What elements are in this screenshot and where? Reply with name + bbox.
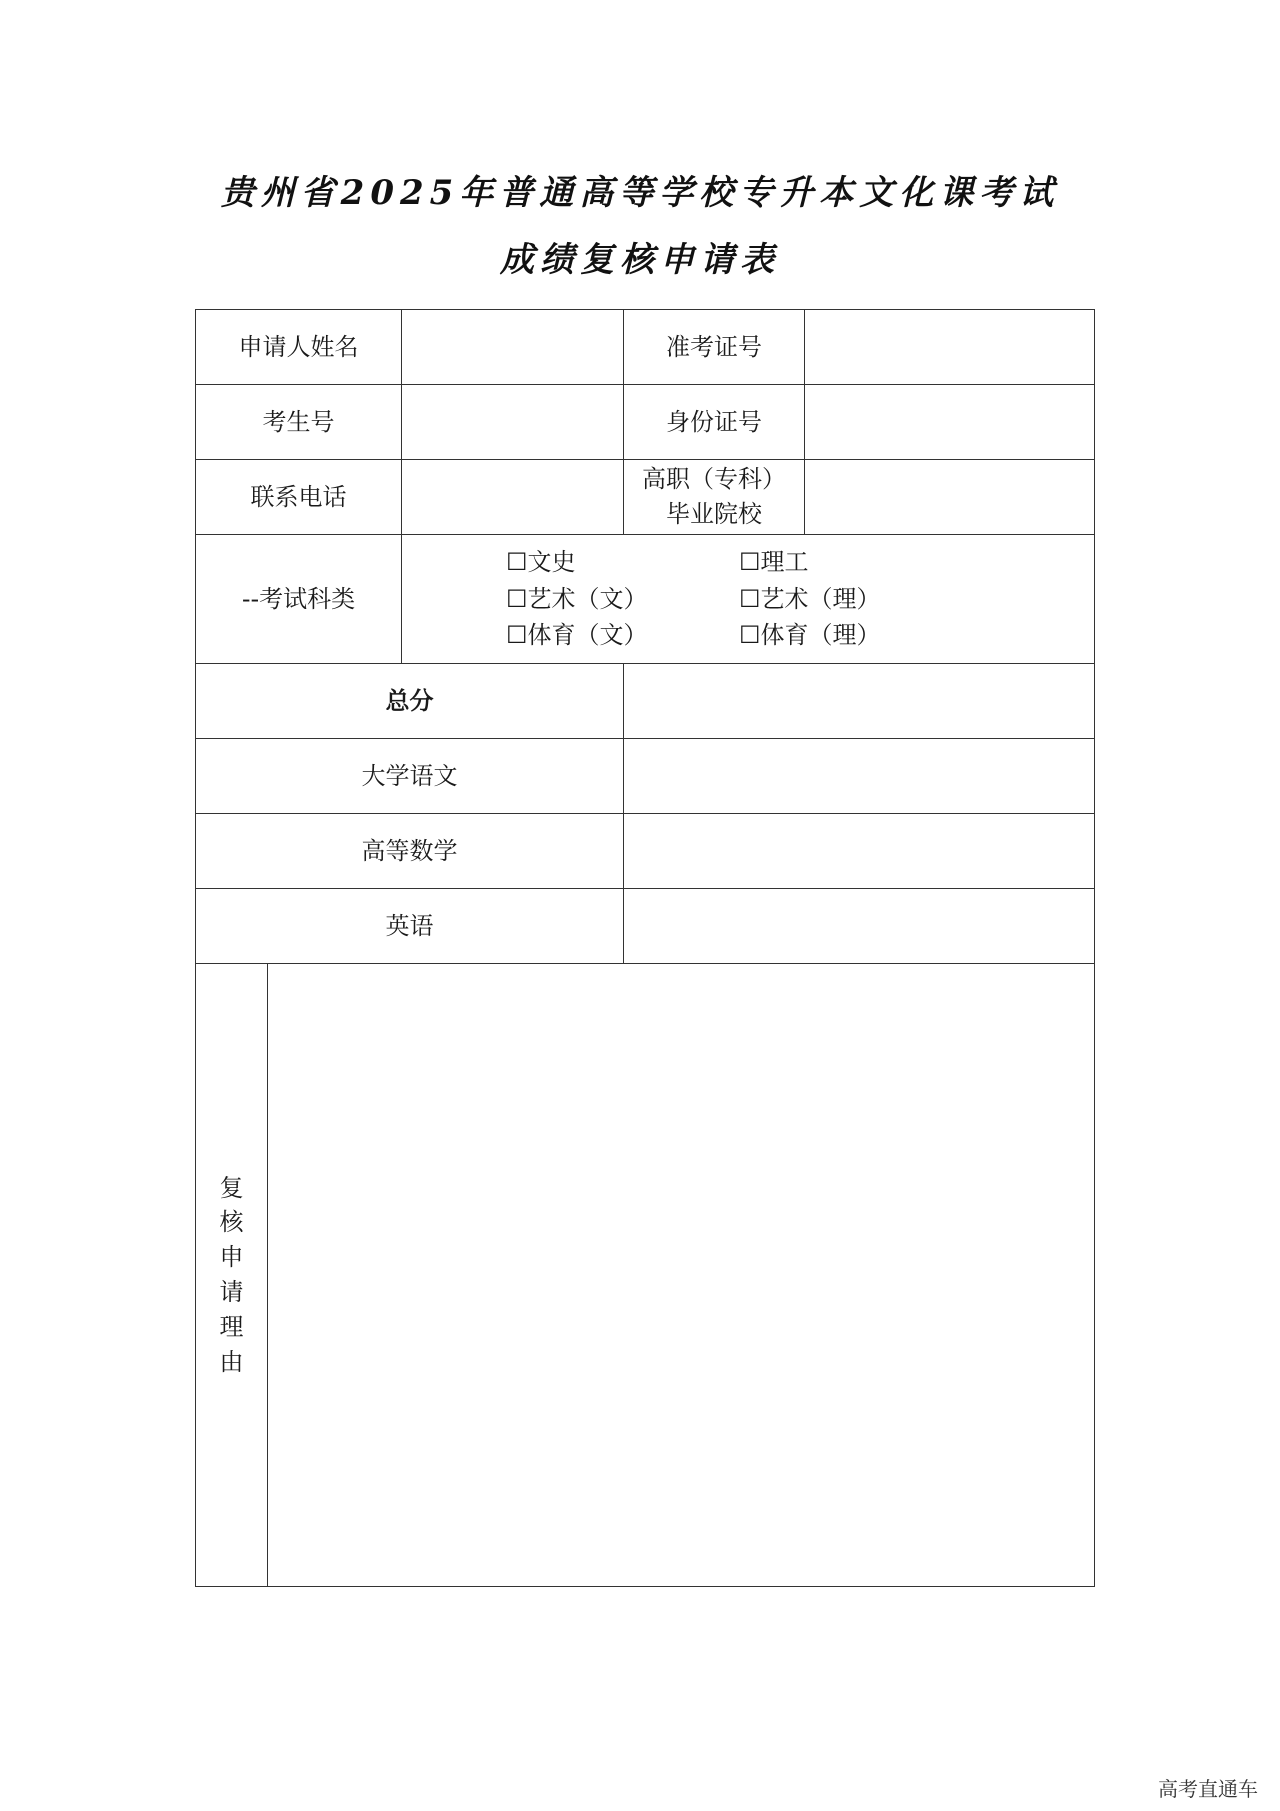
table-row — [196, 385, 1095, 460]
table-row — [196, 739, 1095, 814]
math-score-label: 高等数学 — [196, 814, 624, 889]
category-checkbox-wenshi[interactable]: ☐文史 — [506, 547, 576, 576]
review-reason-char: 核 — [219, 1208, 244, 1237]
graduation-school-label — [624, 460, 805, 535]
table-row — [196, 814, 1095, 889]
review-reason-char: 复 — [219, 1173, 244, 1202]
category-checkbox-art-arts[interactable]: ☐艺术（文） — [506, 584, 648, 613]
english-score-field[interactable] — [624, 889, 1095, 964]
review-reason-char: 请 — [219, 1278, 244, 1306]
id-number-field[interactable] — [805, 385, 1095, 460]
english-score-label: 英语 — [196, 889, 624, 964]
applicant-name-field[interactable] — [402, 310, 624, 385]
table-row — [196, 889, 1095, 964]
review-reason-char: 申 — [219, 1243, 244, 1272]
id-number-label: 身份证号 — [624, 385, 805, 460]
table-row — [196, 664, 1095, 739]
review-reason-field[interactable] — [268, 964, 1095, 1587]
applicant-name-label: 申请人姓名 — [196, 310, 402, 385]
table-row — [196, 535, 1095, 664]
total-score-field[interactable] — [624, 664, 1095, 739]
admission-ticket-label: 准考证号 — [624, 310, 805, 385]
exam-category-label: --考试科类 — [196, 535, 402, 664]
watermark: 高考直通车 — [1158, 1777, 1258, 1801]
form-title-line2: 成绩复核申请表 — [500, 240, 780, 280]
exam-number-label: 考生号 — [196, 385, 402, 460]
table-row — [196, 310, 1095, 385]
chinese-score-field[interactable] — [624, 739, 1095, 814]
table-row — [196, 460, 1095, 535]
review-reason-label — [196, 964, 268, 1587]
exam-category-options — [402, 535, 1095, 664]
chinese-score-label: 大学语文 — [196, 739, 624, 814]
application-form-table — [195, 309, 1095, 1587]
form-title-line1: 贵州省2025年普通高等学校专升本文化课考试 — [220, 173, 1060, 213]
total-score-label: 总分 — [196, 664, 624, 739]
category-checkbox-sports-arts[interactable]: ☐体育（文） — [506, 621, 648, 650]
graduation-school-field[interactable] — [805, 460, 1095, 535]
phone-field[interactable] — [402, 460, 624, 535]
category-checkbox-sports-science[interactable]: ☐体育（理） — [739, 621, 881, 650]
graduation-school-label-line2: 毕业院校 — [666, 500, 762, 528]
category-checkbox-art-science[interactable]: ☐艺术（理） — [739, 584, 881, 613]
review-reason-char: 理 — [219, 1312, 244, 1341]
phone-label: 联系电话 — [196, 460, 402, 535]
exam-number-field[interactable] — [402, 385, 624, 460]
table-row — [196, 964, 1095, 1587]
category-checkbox-ligong[interactable]: ☐理工 — [739, 547, 809, 576]
math-score-field[interactable] — [624, 814, 1095, 889]
graduation-school-label-line1: 高职（专科） — [642, 465, 786, 494]
review-reason-char: 由 — [219, 1347, 244, 1376]
admission-ticket-field[interactable] — [805, 310, 1095, 385]
